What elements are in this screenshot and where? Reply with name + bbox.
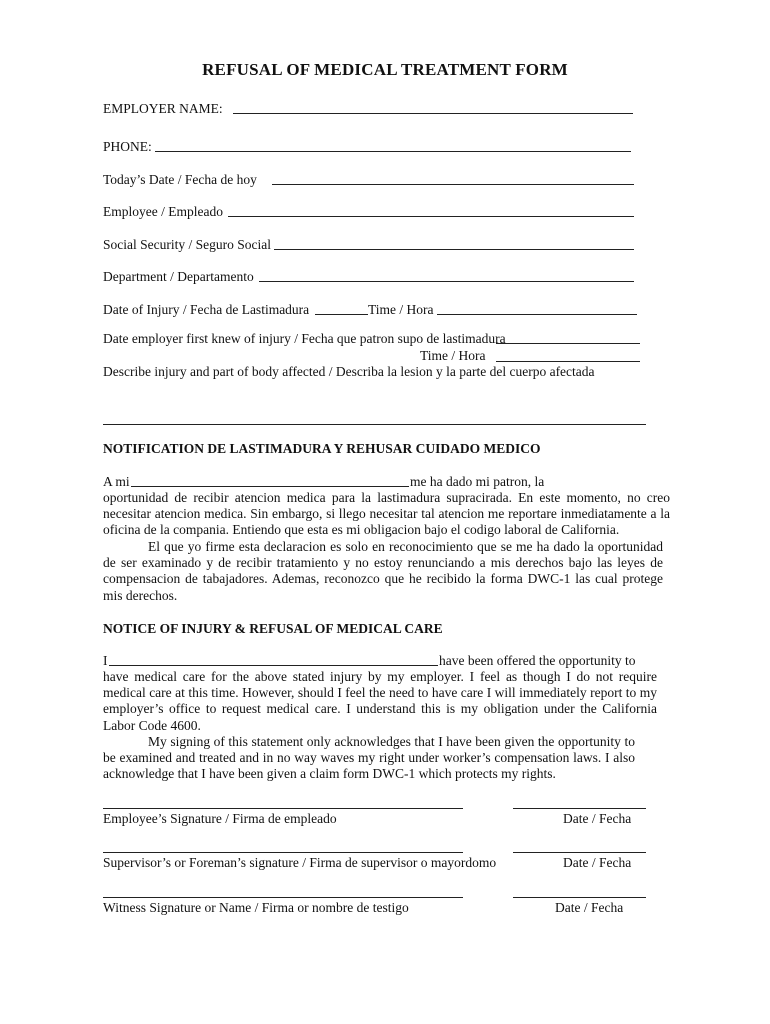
spanish-paragraph-2 (103, 539, 663, 604)
time-field-2[interactable] (496, 361, 640, 362)
time-label-2: Time / Hora (420, 348, 486, 363)
witness-signature-date-field[interactable] (513, 897, 646, 898)
spanish-lead-after: me ha dado mi patron, la (410, 474, 545, 489)
english-paragraph-1 (103, 669, 657, 734)
supervisor-signature-date-field[interactable] (513, 852, 646, 853)
date-employer-knew-field[interactable] (496, 343, 640, 344)
todays-date-field[interactable] (272, 184, 634, 185)
spanish-paragraph-1 (103, 490, 670, 539)
phone-label: PHONE: (103, 139, 152, 154)
supervisor-signature-date-label: Date / Fecha (563, 855, 632, 870)
date-of-injury-label: Date of Injury / Fecha de Lastimadura (103, 302, 310, 317)
phone-field[interactable] (155, 151, 631, 152)
english-lead-label: I (103, 653, 108, 668)
employee-signature-field[interactable] (103, 808, 463, 809)
describe-injury-label: Describe injury and part of body affected / Describa la lesion y la parte del cuerpo afectada (103, 364, 595, 379)
spanish-name-field[interactable] (131, 486, 409, 487)
social-security-label: Social Security / Seguro Social (103, 237, 271, 252)
employee-signature-date-field[interactable] (513, 808, 646, 809)
english-paragraph-2-text: My signing of this statement only acknowledges that I have been given the opportunity to be examined and treated and in no way waves my right under worker’s compensation laws. I also acknowledge that I have been given a claim form DWC-1 which protects my rights. (103, 734, 635, 782)
employee-label: Employee / Empleado (103, 204, 223, 219)
employee-signature-date-label: Date / Fecha (563, 811, 632, 826)
employee-signature-label: Employee’s Signature / Firma de empleado (103, 811, 337, 826)
witness-signature-field[interactable] (103, 897, 463, 898)
time-label: Time / Hora (368, 302, 434, 317)
form-title: REFUSAL OF MEDICAL TREATMENT FORM (202, 60, 568, 79)
english-lead-after: have been offered the opportunity to (439, 653, 636, 668)
witness-signature-date-label: Date / Fecha (555, 900, 624, 915)
english-paragraph-2 (103, 734, 635, 783)
spanish-section-heading: NOTIFICATION DE LASTIMADURA Y REHUSAR CUIDADO MEDICO (103, 441, 541, 456)
english-name-field[interactable] (109, 665, 438, 666)
english-section-heading: NOTICE OF INJURY & REFUSAL OF MEDICAL CARE (103, 621, 443, 636)
department-label: Department / Departamento (103, 269, 254, 284)
date-of-injury-field[interactable] (315, 314, 368, 315)
supervisor-signature-label: Supervisor’s or Foreman’s signature / Firma de supervisor o mayordomo (103, 855, 497, 870)
spanish-paragraph-1-text: oportunidad de recibir atencion medica para la lastimadura supracirada. En este momento, no creo necesitar atencion medica. Sin embargo, si llego necesitar tal atencion me reportare inmediatamente a la oficina de la compania. Entiendo que esta es mi obligacion bajo el codigo laboral de California. (103, 490, 670, 538)
todays-date-label: Today’s Date / Fecha de hoy (103, 172, 257, 187)
describe-injury-field[interactable] (103, 424, 646, 425)
social-security-field[interactable] (274, 249, 634, 250)
date-employer-knew-label: Date employer first knew of injury / Fecha que patron supo de lastimadura (103, 331, 506, 346)
department-field[interactable] (259, 281, 634, 282)
supervisor-signature-field[interactable] (103, 852, 463, 853)
spanish-lead-label: A mi (103, 474, 130, 489)
english-paragraph-1-text: have medical care for the above stated injury by my employer. I feel as though I do not require medical care at this time. However, should I feel the need to have care I will immediately report to my employer’s office to request medical care. I understand this is my obligation under the California Labor Code 4600. (103, 669, 657, 733)
witness-signature-label: Witness Signature or Name / Firma or nombre de testigo (103, 900, 409, 915)
employer-name-label: EMPLOYER NAME: (103, 101, 223, 116)
time-field[interactable] (437, 314, 637, 315)
spanish-paragraph-2-text: El que yo firme esta declaracion es solo en reconocimiento que se me ha dado la oportunidad de ser examinado y de recibir tratamiento y no estoy renunciando a mis derechos bajo las leyes de compensacion de tabajadores. Ademas, reconozco que he recibido la forma DWC-1 las cual protege mis derechos. (103, 539, 663, 603)
employee-field[interactable] (228, 216, 634, 217)
employer-name-field[interactable] (233, 113, 633, 114)
